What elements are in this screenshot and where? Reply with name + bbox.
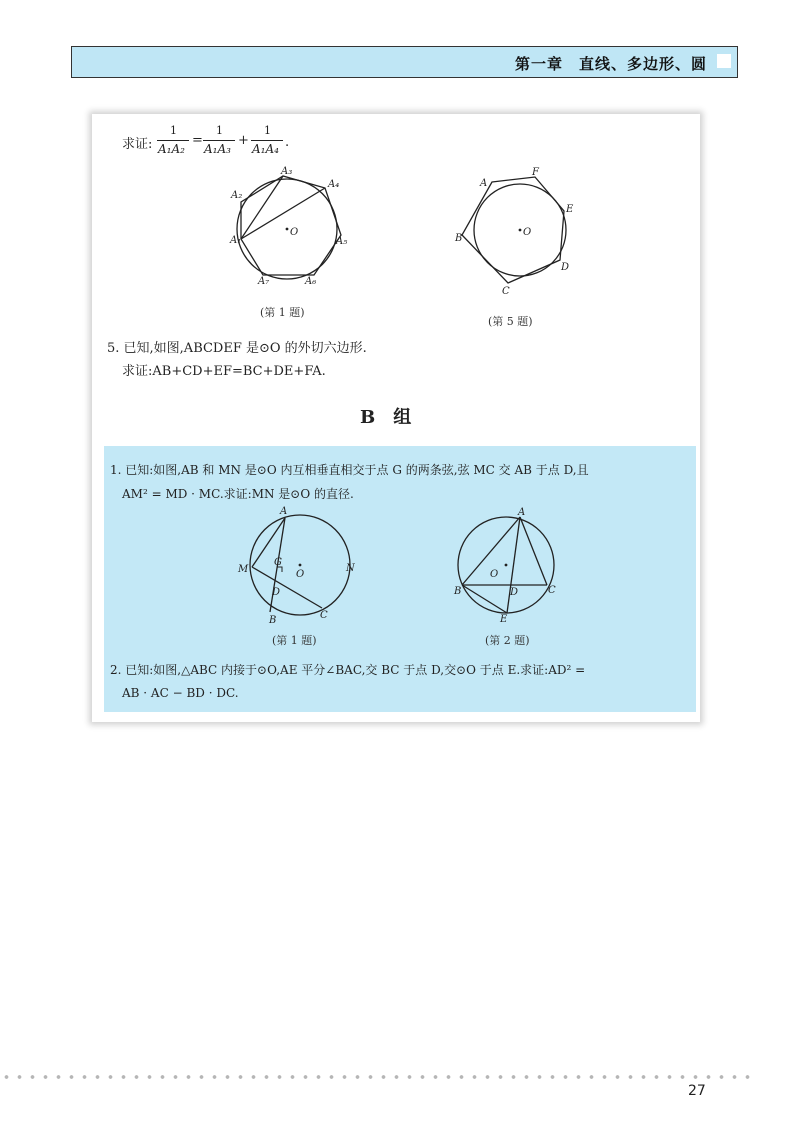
- label-B: B: [455, 233, 463, 244]
- label-A: A: [280, 506, 288, 517]
- label-A: A: [518, 507, 526, 518]
- chapter-header: [71, 46, 738, 78]
- b2-figure: [452, 505, 572, 625]
- chapter-title: 第一章 直线、多边形、圆: [514, 55, 707, 73]
- label-A1: A₁: [230, 235, 242, 246]
- label-O: O: [296, 569, 305, 580]
- label-D: D: [510, 587, 519, 598]
- label-C: C: [502, 286, 510, 297]
- hexagon-figure: [448, 162, 588, 297]
- label-O: O: [490, 569, 499, 580]
- label-C: C: [548, 585, 556, 596]
- b1-figure: [234, 505, 364, 625]
- page-number: 27: [688, 1083, 706, 1099]
- footer-dotted-rule: [0, 1074, 750, 1080]
- header-marker: [717, 54, 731, 68]
- label-A6: A₆: [305, 276, 317, 287]
- label-O: O: [290, 227, 299, 238]
- b2-line1: 2. 已知:如图,△ABC 内接于⊙O,AE 平分∠BAC,交 BC 于点 D,交⊙O 于点 E.求证:AD² =: [110, 663, 586, 677]
- caption-b2: (第 2 题): [485, 634, 530, 647]
- fraction-bar: [203, 140, 235, 141]
- group-b-title: B 组: [360, 407, 412, 428]
- label-A7: A₇: [258, 276, 270, 287]
- label-A4: A₄: [328, 179, 340, 190]
- label-D: D: [561, 262, 570, 273]
- label-N: N: [346, 563, 355, 574]
- fraction-bar: [157, 140, 189, 141]
- b1-line1: 1. 已知:如图,AB 和 MN 是⊙O 内互相垂直相交于点 G 的两条弦,弦 MC 交 AB 于点 D,且: [110, 463, 589, 477]
- label-E: E: [500, 614, 508, 625]
- caption-fig5: (第 5 题): [488, 315, 533, 328]
- b1-line2: AM² = MD · MC.求证:MN 是⊙O 的直径.: [122, 487, 354, 501]
- label-F: F: [532, 167, 539, 178]
- label-A3: A₃: [281, 166, 293, 177]
- caption-fig1: (第 1 题): [260, 306, 305, 319]
- problem5-line1: 5. 已知,如图,ABCDEF 是⊙O 的外切六边形.: [107, 341, 367, 356]
- caption-b1: (第 1 题): [272, 634, 317, 647]
- b2-line2: AB · AC − BD · DC.: [122, 686, 239, 700]
- fraction-bar: [251, 140, 283, 141]
- heptagon-figure: [225, 162, 355, 292]
- label-A2: A₂: [231, 190, 243, 201]
- label-C: C: [320, 610, 328, 621]
- label-E: E: [566, 204, 574, 215]
- label-O: O: [523, 227, 532, 238]
- label-G: G: [274, 557, 282, 568]
- label-B: B: [454, 586, 462, 597]
- label-A5: A₅: [336, 236, 348, 247]
- label-B: B: [269, 615, 277, 625]
- label-M: M: [238, 564, 249, 575]
- label-D: D: [272, 587, 281, 598]
- label-A: A: [480, 178, 488, 189]
- problem5-line2: 求证:AB+CD+EF=BC+DE+FA.: [122, 364, 326, 379]
